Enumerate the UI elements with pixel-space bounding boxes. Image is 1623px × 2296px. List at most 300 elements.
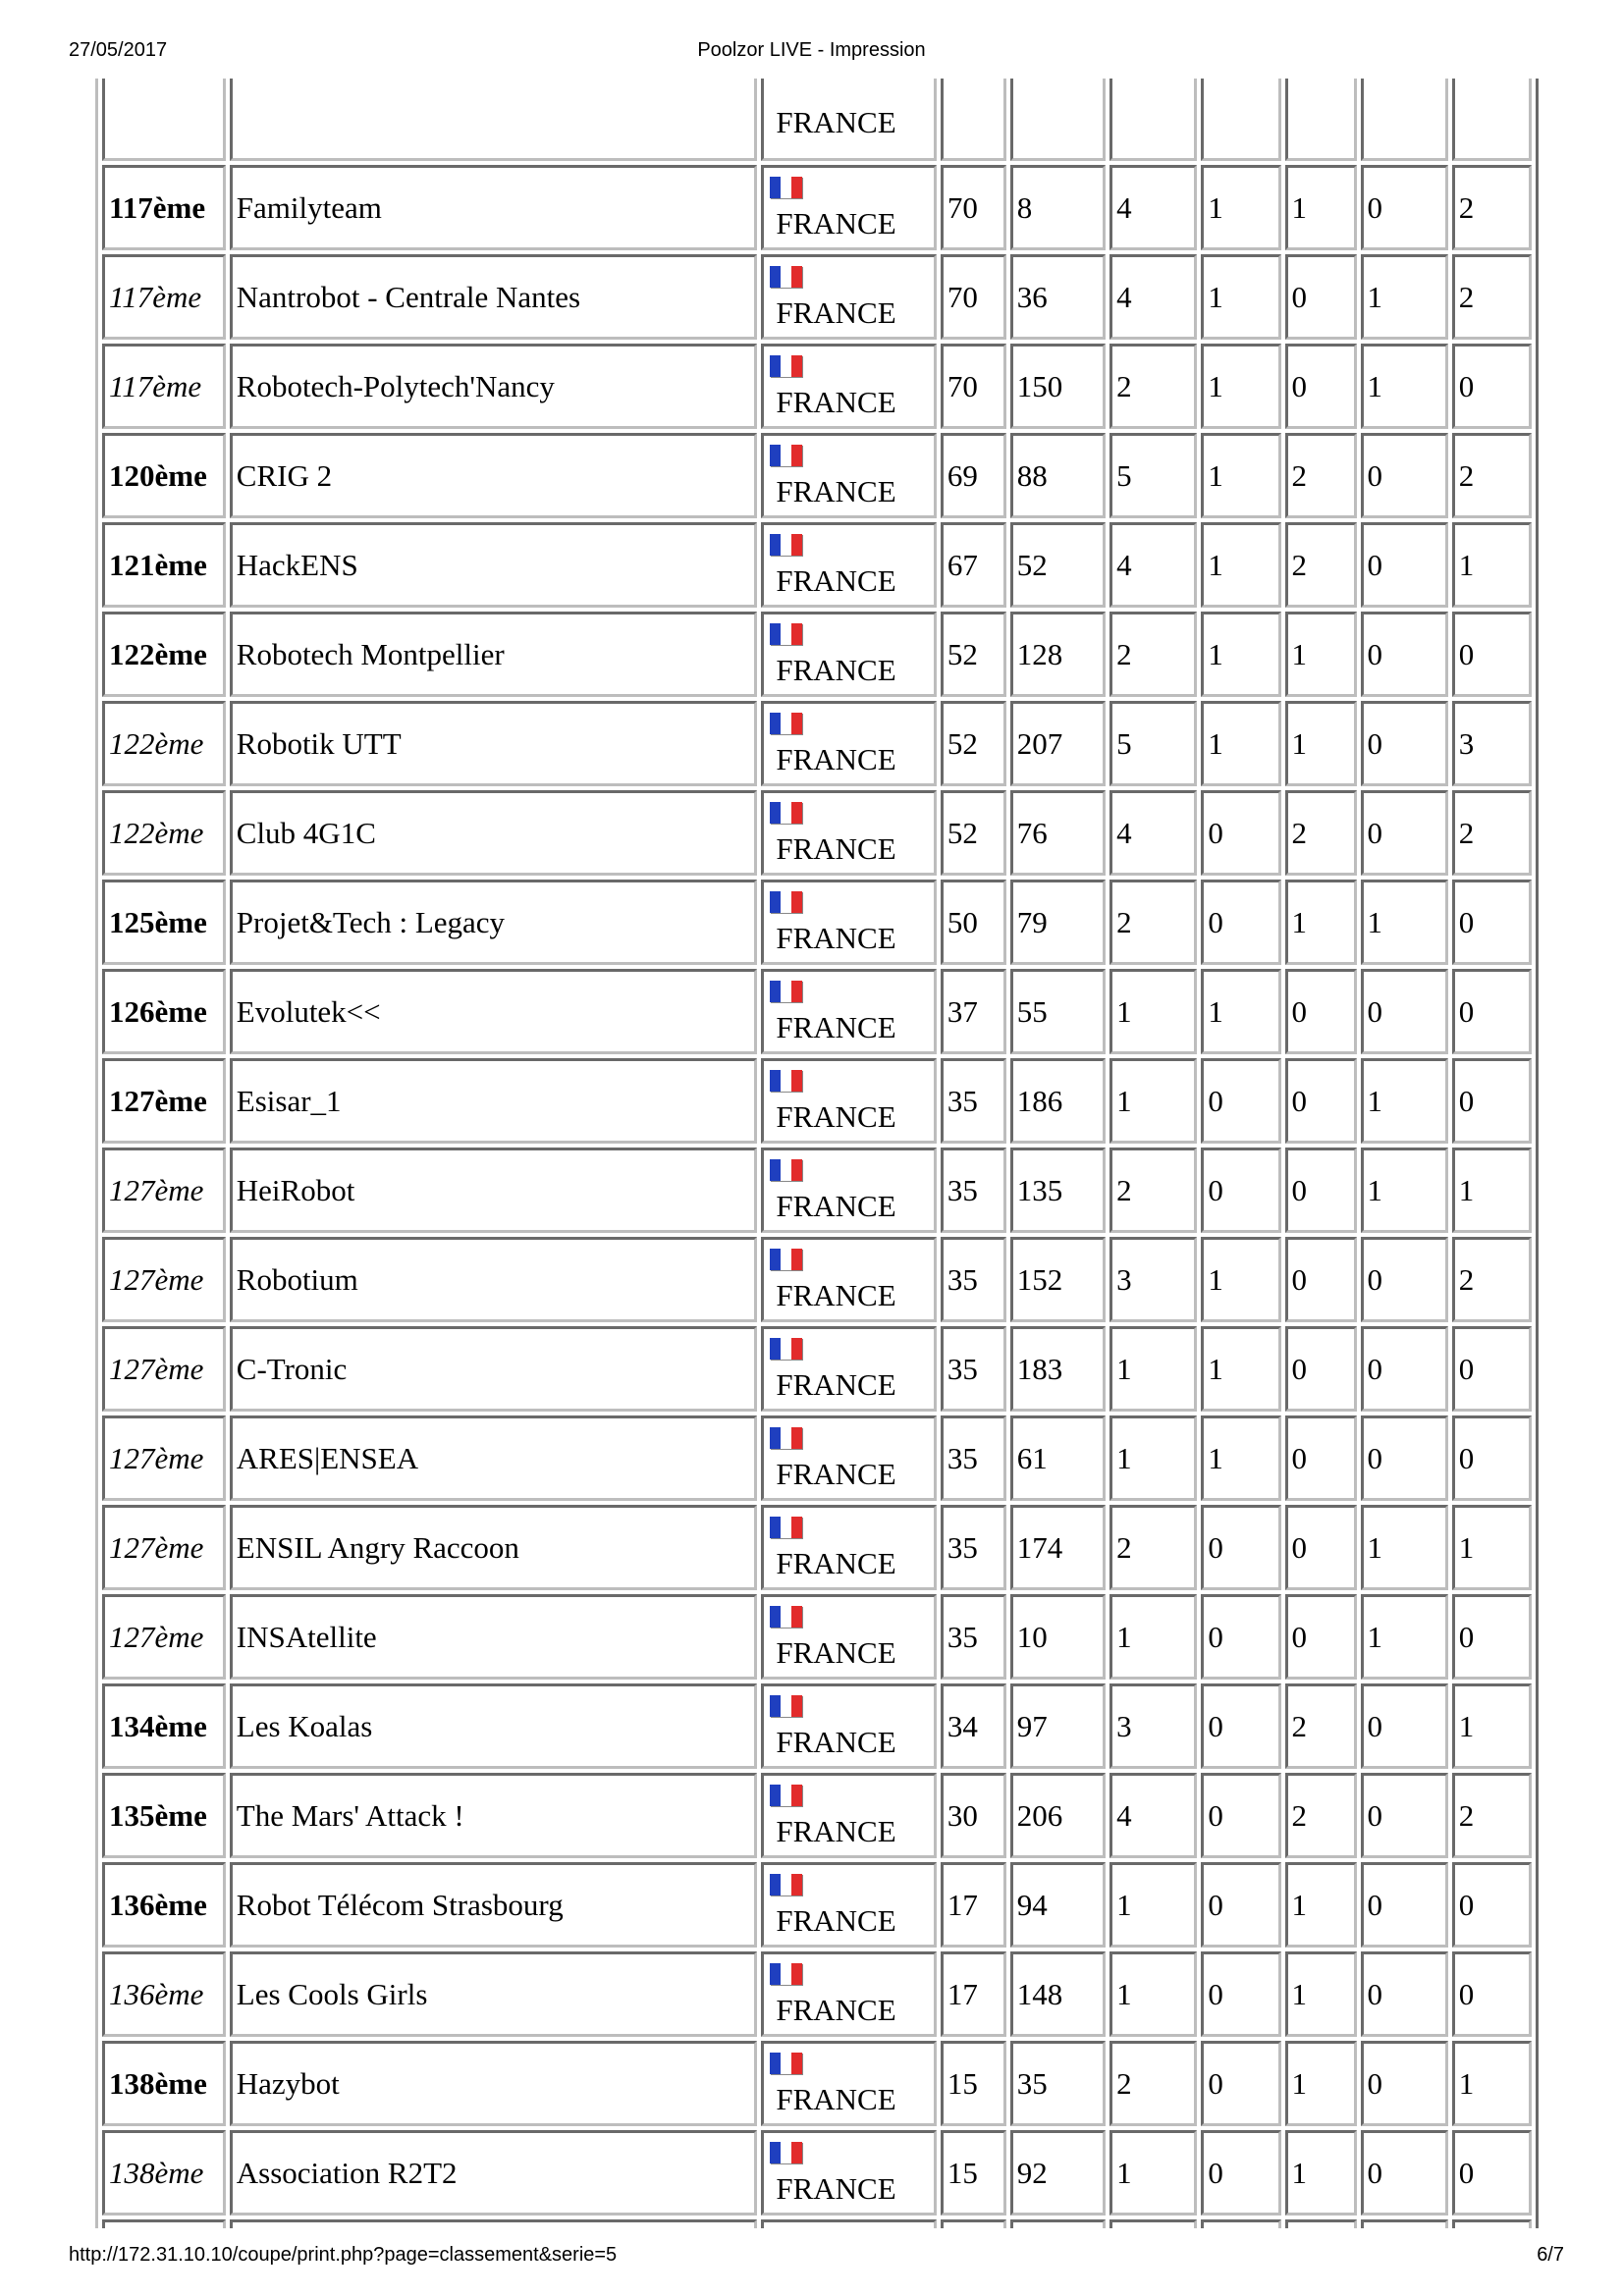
value-cell-c5: 1: [1285, 2041, 1357, 2126]
value-cell-c3: 1: [1109, 969, 1197, 1054]
table-row: [102, 612, 1532, 697]
value-cell-c4: 0: [1201, 1862, 1280, 1948]
value-cell-c5: 1: [1285, 880, 1357, 965]
value-cell-c1: 35: [941, 1237, 1006, 1322]
france-flag-icon: [770, 445, 802, 466]
value-cell-c5: 0: [1285, 1415, 1357, 1501]
country-name: FRANCE: [776, 1189, 896, 1223]
value-cell-c3: 5: [1109, 433, 1197, 518]
france-flag-icon: [770, 2142, 802, 2163]
value-cell-c1: 35: [941, 1505, 1006, 1590]
value-cell-c1: 15: [941, 2130, 1006, 2216]
country-name: FRANCE: [776, 831, 896, 866]
value-cell-c6: 1: [1361, 254, 1448, 340]
value-cell-c7: 2: [1452, 254, 1532, 340]
france-flag-icon: [770, 1963, 802, 1985]
country-name: FRANCE: [776, 1903, 896, 1938]
value-cell-c3: 3: [1109, 1237, 1197, 1322]
value-cell-c4: 0: [1201, 1505, 1280, 1590]
value-cell-c1: 30: [941, 1773, 1006, 1858]
value-cell-c6: 1: [1361, 344, 1448, 429]
value-cell-c6: 0: [1361, 701, 1448, 786]
country-name: FRANCE: [776, 474, 896, 508]
value-cell-c7: 0: [1452, 612, 1532, 697]
empty-cell: [941, 2219, 1006, 2228]
france-flag-icon: [770, 713, 802, 734]
country-name: FRANCE: [776, 653, 896, 687]
table-row: [102, 969, 1532, 1054]
value-cell-c4: 0: [1201, 2130, 1280, 2216]
france-flag-icon: [770, 1249, 802, 1270]
france-flag-icon: [770, 1159, 802, 1181]
rank-cell: 117ème: [102, 165, 226, 250]
value-cell-c5: 1: [1285, 1951, 1357, 2037]
value-cell-c6: 0: [1361, 790, 1448, 876]
country-name: FRANCE: [776, 1278, 896, 1312]
value-cell-c2: 36: [1010, 254, 1106, 340]
value-cell-c7: 1: [1452, 522, 1532, 608]
value-cell-c2: 61: [1010, 1415, 1106, 1501]
value-cell-c6: 0: [1361, 1237, 1448, 1322]
value-cell-c5: 1: [1285, 165, 1357, 250]
value-cell-c1: 70: [941, 165, 1006, 250]
value-cell-c5: 2: [1285, 1683, 1357, 1769]
value-cell-c6: 0: [1361, 969, 1448, 1054]
value-cell-c3: 2: [1109, 1505, 1197, 1590]
france-flag-icon: [770, 802, 802, 824]
value-cell-c4: 1: [1201, 1237, 1280, 1322]
value-cell-c3: 1: [1109, 2130, 1197, 2216]
value-cell-c6: 0: [1361, 1773, 1448, 1858]
team-name-cell: Esisar_1: [230, 1058, 758, 1144]
country-cell: [761, 969, 937, 1054]
team-name-cell: Les Cools Girls: [230, 1951, 758, 2037]
value-cell-c7: 0: [1452, 880, 1532, 965]
value-cell-c6: 0: [1361, 1862, 1448, 1948]
france-flag-icon: [770, 1517, 802, 1538]
value-cell-c2: 150: [1010, 344, 1106, 429]
country-cell: [761, 165, 937, 250]
value-cell-c4: 1: [1201, 254, 1280, 340]
empty-cell: [1361, 2219, 1448, 2228]
value-cell-c5: 0: [1285, 1505, 1357, 1590]
value-cell-c2: 94: [1010, 1862, 1106, 1948]
table-row: [102, 1683, 1532, 1769]
value-cell-c1: 50: [941, 880, 1006, 965]
value-cell-c5: 1: [1285, 2130, 1357, 2216]
table-row: [102, 344, 1532, 429]
country-name: FRANCE: [776, 1725, 896, 1759]
country-cell: [761, 344, 937, 429]
value-cell: [1361, 79, 1448, 161]
team-name-cell: The Mars' Attack !: [230, 1773, 758, 1858]
table-row: [102, 790, 1532, 876]
value-cell-c1: 35: [941, 1594, 1006, 1680]
rank-cell: 136ème: [102, 1862, 226, 1948]
france-flag-icon: [770, 266, 802, 288]
rank-cell: 127ème: [102, 1148, 226, 1233]
country-name: FRANCE: [776, 2171, 896, 2206]
country-name: FRANCE: [776, 1099, 896, 1134]
value-cell-c7: 0: [1452, 1326, 1532, 1412]
value-cell-c4: 1: [1201, 701, 1280, 786]
value-cell-c4: 0: [1201, 1683, 1280, 1769]
table-row: [102, 1862, 1532, 1948]
value-cell-c2: 128: [1010, 612, 1106, 697]
country-cell: [761, 433, 937, 518]
print-date: 27/05/2017: [69, 39, 168, 61]
value-cell-c1: 15: [941, 2041, 1006, 2126]
value-cell-c3: 2: [1109, 344, 1197, 429]
country-cell: [761, 1148, 937, 1233]
france-flag-icon: [770, 2053, 802, 2074]
country-cell: [761, 790, 937, 876]
country-name: FRANCE: [776, 563, 896, 598]
value-cell: [1285, 79, 1357, 161]
value-cell-c2: 10: [1010, 1594, 1106, 1680]
team-name-cell: Robotech-Polytech'Nancy: [230, 344, 758, 429]
value-cell-c2: 152: [1010, 1237, 1106, 1322]
value-cell-c7: 1: [1452, 1505, 1532, 1590]
country-name: FRANCE: [776, 1457, 896, 1491]
value-cell-c5: 2: [1285, 522, 1357, 608]
value-cell-c1: 69: [941, 433, 1006, 518]
rank-cell: 134ème: [102, 1683, 226, 1769]
value-cell-c3: 4: [1109, 522, 1197, 608]
value-cell-c1: 52: [941, 790, 1006, 876]
value-cell-c3: 3: [1109, 1683, 1197, 1769]
value-cell-c3: 1: [1109, 1058, 1197, 1144]
country-cell: [761, 612, 937, 697]
print-url: http://172.31.10.10/coupe/print.php?page=classement&serie=5: [69, 2244, 618, 2266]
team-name-cell: Nantrobot - Centrale Nantes: [230, 254, 758, 340]
value-cell-c4: 0: [1201, 1951, 1280, 2037]
value-cell-c2: 8: [1010, 165, 1106, 250]
value-cell-c7: 0: [1452, 1951, 1532, 2037]
table-row: [102, 1773, 1532, 1858]
value-cell-c6: 1: [1361, 1148, 1448, 1233]
team-name-cell: Robot Télécom Strasbourg: [230, 1862, 758, 1948]
value-cell-c1: 70: [941, 254, 1006, 340]
country-name: FRANCE: [776, 1546, 896, 1580]
value-cell-c5: 0: [1285, 344, 1357, 429]
value-cell-c2: 76: [1010, 790, 1106, 876]
rank-cell: 127ème: [102, 1415, 226, 1501]
value-cell-c5: 1: [1285, 1862, 1357, 1948]
value-cell-c1: 17: [941, 1951, 1006, 2037]
team-name-cell: Les Koalas: [230, 1683, 758, 1769]
table-row: [102, 1148, 1532, 1233]
france-flag-icon: [770, 1874, 802, 1896]
table-row: [102, 522, 1532, 608]
country-name: FRANCE: [776, 2082, 896, 2116]
value-cell-c1: 67: [941, 522, 1006, 608]
value-cell-c1: 35: [941, 1415, 1006, 1501]
value-cell-c4: 0: [1201, 790, 1280, 876]
country-name: FRANCE: [776, 921, 896, 955]
value-cell-c5: 0: [1285, 1594, 1357, 1680]
value-cell: [1010, 79, 1106, 161]
rank-cell: [102, 79, 226, 161]
table-row: [102, 1415, 1532, 1501]
table-row-partial: [102, 2219, 1532, 2228]
value-cell-c4: 1: [1201, 433, 1280, 518]
value-cell-c2: 79: [1010, 880, 1106, 965]
france-flag-icon: [770, 534, 802, 556]
team-name-cell: ENSIL Angry Raccoon: [230, 1505, 758, 1590]
country-cell: [761, 1237, 937, 1322]
table-row: [102, 2041, 1532, 2126]
value-cell-c3: 1: [1109, 1951, 1197, 2037]
value-cell-c7: 2: [1452, 165, 1532, 250]
value-cell-c3: 2: [1109, 1148, 1197, 1233]
rank-cell: 138ème: [102, 2130, 226, 2216]
value-cell-c6: 0: [1361, 433, 1448, 518]
rank-cell: 117ème: [102, 254, 226, 340]
team-name-cell: Evolutek<<: [230, 969, 758, 1054]
value-cell-c4: 0: [1201, 2041, 1280, 2126]
value-cell-c2: 174: [1010, 1505, 1106, 1590]
country-name: FRANCE: [776, 1010, 896, 1044]
france-flag-icon: [770, 1785, 802, 1806]
empty-cell: [102, 2219, 226, 2228]
rank-cell: 136ème: [102, 1951, 226, 2037]
value-cell: [1109, 79, 1197, 161]
france-flag-icon: [770, 355, 802, 377]
value-cell-c4: 1: [1201, 1415, 1280, 1501]
country-cell: [761, 1862, 937, 1948]
value-cell-c2: 135: [1010, 1148, 1106, 1233]
france-flag-icon: [770, 1427, 802, 1449]
value-cell-c1: 35: [941, 1326, 1006, 1412]
value-cell-c4: 0: [1201, 1148, 1280, 1233]
value-cell-c5: 0: [1285, 1237, 1357, 1322]
value-cell-c6: 1: [1361, 1505, 1448, 1590]
value-cell-c5: 1: [1285, 612, 1357, 697]
value-cell-c3: 4: [1109, 1773, 1197, 1858]
rank-cell: 122ème: [102, 790, 226, 876]
rank-cell: 122ème: [102, 612, 226, 697]
empty-cell: [1201, 2219, 1280, 2228]
france-flag-icon: [770, 1070, 802, 1092]
value-cell-c2: 92: [1010, 2130, 1106, 2216]
value-cell-c7: 2: [1452, 790, 1532, 876]
country-name: FRANCE: [776, 206, 896, 240]
value-cell-c1: 37: [941, 969, 1006, 1054]
france-flag-icon: [770, 891, 802, 913]
country-cell: [761, 2041, 937, 2126]
value-cell-c3: 5: [1109, 701, 1197, 786]
value-cell-c2: 35: [1010, 2041, 1106, 2126]
value-cell-c3: 1: [1109, 1594, 1197, 1680]
team-cell: [230, 79, 758, 161]
team-name-cell: C-Tronic: [230, 1326, 758, 1412]
table-row: [102, 701, 1532, 786]
country-name: FRANCE: [776, 105, 896, 139]
value-cell-c6: 0: [1361, 165, 1448, 250]
value-cell-c5: 2: [1285, 433, 1357, 518]
value-cell-c7: 2: [1452, 1237, 1532, 1322]
rank-cell: 127ème: [102, 1326, 226, 1412]
empty-cell: [761, 2219, 937, 2228]
team-name-cell: Projet&Tech : Legacy: [230, 880, 758, 965]
value-cell-c4: 1: [1201, 522, 1280, 608]
team-name-cell: Familyteam: [230, 165, 758, 250]
team-name-cell: Hazybot: [230, 2041, 758, 2126]
value-cell-c6: 1: [1361, 880, 1448, 965]
value-cell-c7: 0: [1452, 969, 1532, 1054]
team-name-cell: Club 4G1C: [230, 790, 758, 876]
value-cell-c4: 1: [1201, 344, 1280, 429]
value-cell-c1: 34: [941, 1683, 1006, 1769]
rank-cell: 127ème: [102, 1058, 226, 1144]
value-cell-c3: 2: [1109, 2041, 1197, 2126]
country-cell: [761, 1773, 937, 1858]
france-flag-icon: [770, 1695, 802, 1717]
value-cell-c6: 0: [1361, 522, 1448, 608]
value-cell-c4: 0: [1201, 1058, 1280, 1144]
value-cell-c2: 88: [1010, 433, 1106, 518]
value-cell-c4: 1: [1201, 165, 1280, 250]
value-cell-c4: 1: [1201, 969, 1280, 1054]
table-row-partial: [102, 79, 1532, 161]
team-name-cell: INSAtellite: [230, 1594, 758, 1680]
value-cell-c5: 0: [1285, 1058, 1357, 1144]
value-cell-c3: 2: [1109, 880, 1197, 965]
rank-cell: 127ème: [102, 1594, 226, 1680]
print-title: Poolzor LIVE - Impression: [697, 39, 926, 61]
country-name: FRANCE: [776, 385, 896, 419]
team-name-cell: HeiRobot: [230, 1148, 758, 1233]
value-cell-c1: 52: [941, 701, 1006, 786]
value-cell-c7: 0: [1452, 1415, 1532, 1501]
value-cell-c4: 0: [1201, 880, 1280, 965]
country-cell: [761, 1951, 937, 2037]
value-cell-c3: 4: [1109, 254, 1197, 340]
table-row: [102, 880, 1532, 965]
value-cell-c6: 0: [1361, 2041, 1448, 2126]
value-cell-c2: 52: [1010, 522, 1106, 608]
table-row: [102, 433, 1532, 518]
value-cell-c6: 1: [1361, 1058, 1448, 1144]
value-cell-c1: 17: [941, 1862, 1006, 1948]
country-cell: [761, 1683, 937, 1769]
empty-cell: [1452, 2219, 1532, 2228]
value-cell-c6: 0: [1361, 612, 1448, 697]
value-cell-c3: 2: [1109, 612, 1197, 697]
rank-cell: 126ème: [102, 969, 226, 1054]
country-cell: [761, 254, 937, 340]
rank-cell: 127ème: [102, 1237, 226, 1322]
page-number: 6/7: [1537, 2244, 1564, 2266]
country-cell: [761, 522, 937, 608]
value-cell-c7: 0: [1452, 2130, 1532, 2216]
rank-cell: 125ème: [102, 880, 226, 965]
table-row: [102, 1951, 1532, 2037]
empty-cell: [1010, 2219, 1106, 2228]
team-name-cell: Robotik UTT: [230, 701, 758, 786]
value-cell-c1: 52: [941, 612, 1006, 697]
team-name-cell: Robotech Montpellier: [230, 612, 758, 697]
value-cell-c5: 2: [1285, 790, 1357, 876]
value-cell-c7: 0: [1452, 1594, 1532, 1680]
value-cell-c7: 1: [1452, 1683, 1532, 1769]
value-cell-c7: 1: [1452, 1148, 1532, 1233]
table-row: [102, 1237, 1532, 1322]
france-flag-icon: [770, 1338, 802, 1360]
value-cell-c4: 1: [1201, 1326, 1280, 1412]
country-name: FRANCE: [776, 1635, 896, 1670]
team-name-cell: HackENS: [230, 522, 758, 608]
value-cell-c6: 0: [1361, 1683, 1448, 1769]
value-cell-c7: 2: [1452, 1773, 1532, 1858]
value-cell-c2: 97: [1010, 1683, 1106, 1769]
value-cell-c1: 70: [941, 344, 1006, 429]
value-cell-c4: 0: [1201, 1773, 1280, 1858]
value-cell-c7: 0: [1452, 344, 1532, 429]
ranking-table-wrapper: [95, 79, 1539, 2228]
france-flag-icon: [770, 981, 802, 1002]
value-cell-c5: 0: [1285, 1326, 1357, 1412]
value-cell-c2: 183: [1010, 1326, 1106, 1412]
france-flag-icon: [770, 177, 802, 198]
country-name: FRANCE: [776, 742, 896, 776]
value-cell-c1: 35: [941, 1148, 1006, 1233]
rank-cell: 135ème: [102, 1773, 226, 1858]
value-cell-c3: 1: [1109, 1326, 1197, 1412]
value-cell-c3: 1: [1109, 1862, 1197, 1948]
country-cell: [761, 701, 937, 786]
country-cell: [761, 1058, 937, 1144]
country-name: FRANCE: [776, 295, 896, 330]
value-cell-c5: 0: [1285, 1148, 1357, 1233]
value-cell-c6: 0: [1361, 2130, 1448, 2216]
table-row: [102, 1594, 1532, 1680]
value-cell-c6: 0: [1361, 1326, 1448, 1412]
value-cell: [941, 79, 1006, 161]
value-cell-c7: 0: [1452, 1862, 1532, 1948]
empty-cell: [1109, 2219, 1197, 2228]
country-cell: [761, 1594, 937, 1680]
value-cell-c2: 148: [1010, 1951, 1106, 2037]
country-cell: [761, 2130, 937, 2216]
team-name-cell: ARES|ENSEA: [230, 1415, 758, 1501]
country-cell: [761, 1326, 937, 1412]
table-row: [102, 2130, 1532, 2216]
value-cell-c5: 0: [1285, 969, 1357, 1054]
value-cell-c1: 35: [941, 1058, 1006, 1144]
table-row: [102, 165, 1532, 250]
value-cell-c4: 1: [1201, 612, 1280, 697]
ranking-body: [102, 79, 1532, 2228]
country-cell: [761, 79, 937, 161]
empty-cell: [230, 2219, 758, 2228]
empty-cell: [1285, 2219, 1357, 2228]
value-cell-c3: 4: [1109, 790, 1197, 876]
value-cell-c2: 206: [1010, 1773, 1106, 1858]
table-row: [102, 1058, 1532, 1144]
country-cell: [761, 880, 937, 965]
country-name: FRANCE: [776, 1993, 896, 2027]
country-cell: [761, 1505, 937, 1590]
value-cell-c3: 4: [1109, 165, 1197, 250]
rank-cell: 127ème: [102, 1505, 226, 1590]
value-cell-c7: 2: [1452, 433, 1532, 518]
rank-cell: 122ème: [102, 701, 226, 786]
france-flag-icon: [770, 1606, 802, 1628]
value-cell-c2: 207: [1010, 701, 1106, 786]
value-cell-c3: 1: [1109, 1415, 1197, 1501]
